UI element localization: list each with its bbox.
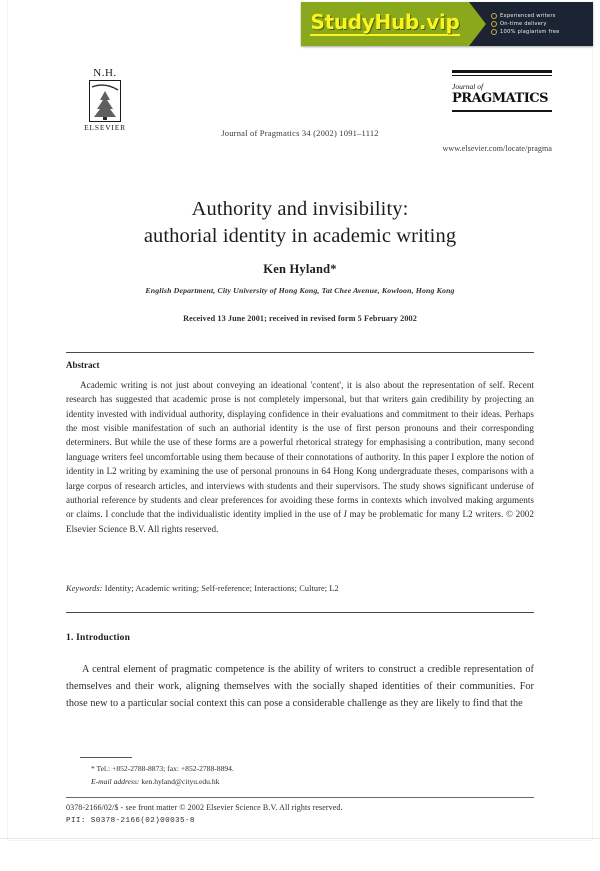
abstract-text-main: Academic writing is not just about conveying an ideational 'content', it is also about the representation of self. Recent research has suggested that academic prose is not completely impersonal, but that writers gain credibility by projecting an identity invested with individual authority, displaying confidence in their evaluations and commitment to their ideas. Perhaps the most visible manifestation of such an authorial identity is the use of first person pronouns and their corresponding determiners. But while the use of these forms are a powerful rhetorical strategy for emphasising a contribution, many second language writers feel uncomfortable using them because of their connotations of authority. In this paper I explore the notion of identity in L2 writing by examining the use of personal pronouns in 64 Hong Kong undergraduate theses, comparisons with a large corpus of research articles, and interviews with students and their supervisors. The study shows significant underuse of authorial reference by students and clear preferences for avoiding these forms in contexts which involved making arguments or claims. I conclude that the individualistic identity implied in the use of <box>66 380 534 520</box>
abstract-body <box>66 378 534 536</box>
ad-banner-brand: StudyHub.vip <box>310 10 460 34</box>
copyright-line: 0378-2166/02/$ - see front matter © 2002 Elsevier Science B.V. All rights reserved. <box>66 803 343 812</box>
pii-line: PII: S0378-2166(02)00035-8 <box>66 816 195 825</box>
title-line-2: authorial identity in academic writing <box>143 225 457 248</box>
ad-banner[interactable] <box>301 2 593 46</box>
abstract-rule-bottom <box>66 612 534 613</box>
abstract-heading: Abstract <box>66 360 100 370</box>
section-paragraph: A central element of pragmatic competence is the ability of writers to construct a credible representation of themselves and their work, aligning themselves with the socially shaped identities of their communities. For those new to a particular social context this can pose a considerable challenge as they are likely to find that the <box>66 664 534 710</box>
page-title <box>8 196 592 250</box>
keywords-value: Identity; Academic writing; Self-reference; Interactions; Culture; L2 <box>102 584 339 593</box>
abstract-rule-top <box>66 352 534 353</box>
ad-banner-bullet-3 <box>491 29 593 35</box>
title-line-1: Authority and invisibility: <box>191 198 409 220</box>
author-name: Ken Hyland* <box>263 262 337 276</box>
keywords-label: Keywords: <box>66 584 103 593</box>
paper-page <box>8 0 592 840</box>
footnote-email-value[interactable]: ken.hyland@cityu.edu.hk <box>139 777 220 787</box>
elsevier-nh-mark: N.H. <box>93 67 117 79</box>
footnote-email-label: E-mail address: <box>91 777 140 787</box>
page-bottom-divider <box>0 838 600 839</box>
abstract-text-tail: may be problematic for many L2 writers. © 2002 Elsevier Science B.V. All rights reserved. <box>66 509 535 534</box>
ad-banner-bullet-3-label: 100% plagiarism free <box>500 29 560 35</box>
footnote-contact: * Tel.: +852-2788-8873; fax: +852-2788-8894. <box>91 764 234 773</box>
ad-banner-brand-panel[interactable] <box>301 2 469 46</box>
journal-url[interactable]: www.elsevier.com/locate/pragma <box>442 144 552 153</box>
ad-banner-bullet-2 <box>491 21 593 27</box>
ad-banner-bullet-1 <box>491 13 593 19</box>
footnote-email <box>80 775 530 788</box>
elsevier-logo <box>74 68 136 132</box>
ad-banner-bullet-2-label: On-time delivery <box>500 21 547 27</box>
check-circle-icon <box>491 13 497 19</box>
journal-logo-line1: Journal of <box>452 82 484 91</box>
journal-logo-rule-top <box>452 70 552 73</box>
ad-banner-features-panel <box>469 2 593 46</box>
section-heading-introduction: 1. Introduction <box>66 633 131 643</box>
journal-logo <box>452 70 552 112</box>
journal-logo-rule-top2 <box>452 75 552 76</box>
journal-logo-line2: PRAGMATICS <box>452 90 549 106</box>
check-circle-icon <box>491 29 497 35</box>
elsevier-tree-icon <box>89 80 121 122</box>
footnote-rule <box>80 757 132 758</box>
author-affiliation: English Department, City University of Hong Kong, Tat Chee Avenue, Kowloon, Hong Kong <box>145 286 455 295</box>
copyright-block <box>66 802 534 827</box>
journal-citation: Journal of Pragmatics 34 (2002) 1091–1112 <box>221 128 379 138</box>
elsevier-wordmark: ELSEVIER <box>84 123 126 132</box>
journal-logo-rule-bottom <box>452 110 552 112</box>
elsevier-tree-glyph <box>90 81 120 121</box>
check-circle-icon <box>491 21 497 27</box>
copyright-rule <box>66 797 534 798</box>
article-history: Received 13 June 2001; received in revised form 5 February 2002 <box>183 314 417 323</box>
ad-banner-bullet-1-label: Experienced writers <box>500 13 556 19</box>
footnote-block <box>80 762 530 788</box>
keywords <box>66 584 534 593</box>
abstract-text-italic: I <box>343 509 347 520</box>
